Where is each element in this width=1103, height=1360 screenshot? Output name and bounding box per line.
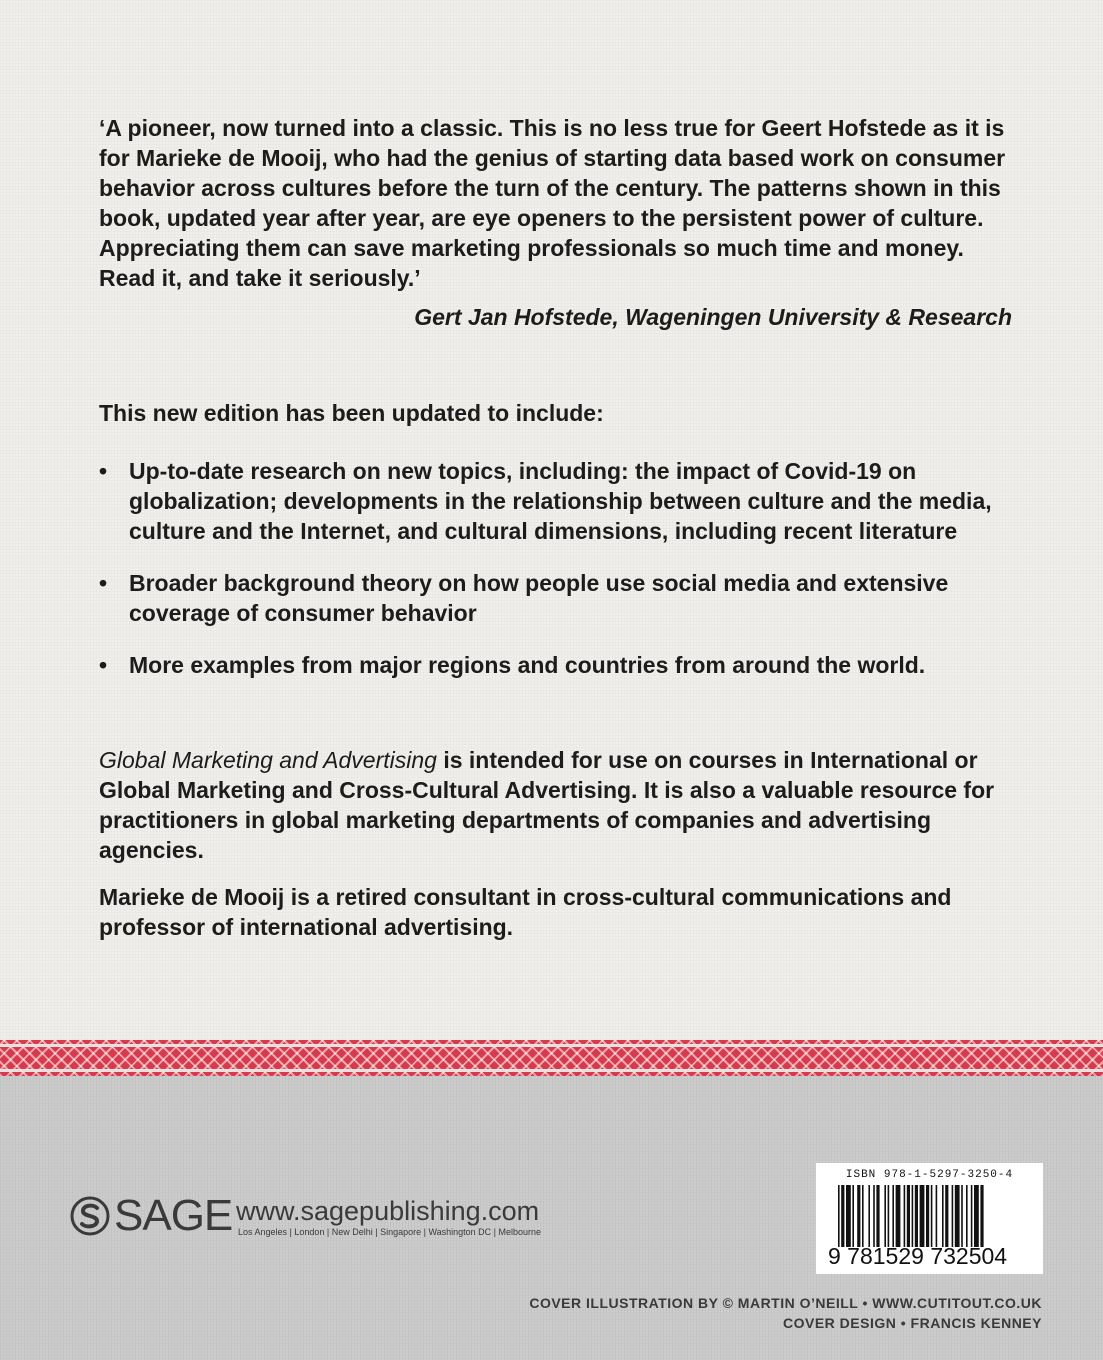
ean-digits: 9 781529 732504 — [828, 1243, 1008, 1269]
list-item-text: Up-to-date research on new topics, including: the impact of Covid-19 on globalization; developments in the relationship between culture and the media, culture and the Internet, and cultural dimensions, including recent literature — [129, 458, 992, 544]
list-item — [99, 568, 1019, 628]
list-item-text: Broader background theory on how people use social media and extensive coverage of consumer behavior — [129, 570, 949, 626]
barcode-bar — [888, 1185, 890, 1247]
updates-list — [99, 456, 1019, 702]
barcode-bar — [873, 1185, 875, 1247]
barcode-bar — [945, 1185, 948, 1247]
barcode-bar — [912, 1185, 914, 1247]
barcode-bar — [876, 1185, 879, 1247]
barcode-bar — [892, 1185, 894, 1247]
barcode-bar — [961, 1185, 963, 1247]
barcode-bars — [838, 1185, 1034, 1247]
publisher-cities: Los Angeles | London | New Delhi | Singapore | Washington DC | Melbourne — [238, 1227, 542, 1237]
barcode-bar — [896, 1185, 901, 1247]
barcode-bar — [838, 1185, 840, 1247]
barcode-bar — [974, 1185, 979, 1247]
barcode-bar — [884, 1185, 886, 1247]
barcode-bar — [971, 1185, 973, 1247]
barcode — [816, 1163, 1043, 1274]
book-description — [99, 745, 1019, 865]
barcode-bar — [966, 1185, 968, 1247]
publisher-logo — [70, 1191, 550, 1242]
barcode-bar — [952, 1185, 954, 1247]
barcode-bar — [955, 1185, 960, 1247]
publisher-url[interactable]: www.sagepublishing.com — [236, 1196, 540, 1226]
isbn-number: ISBN 978-1-5297-3250-4 — [845, 1169, 1014, 1181]
endorsement-quote: ‘A pioneer, now turned into a classic. This is no less true for Geert Hofstede as it is for Marieke de Mooij, who had the genius of starting data based work on consumer behavior across cultures before the turn of the century. The patterns shown in this book, updated year after year, are eye openers to the persistent power of culture. Appreciating them can save marketing professionals so much time and money. Read it, and take it seriously.’ — [99, 115, 1006, 291]
barcode-bar — [915, 1185, 918, 1247]
barcode-bar — [852, 1185, 854, 1247]
book-description-text: is intended for use on courses in International or Global Marketing and Cross-Cultural Advertising. It is also a valuable resource for practitioners in global marketing departments of companies and advertising agencies. — [99, 747, 995, 863]
endorsement-attribution: Gert Jan Hofstede, Wageningen University & Research — [414, 304, 1012, 330]
barcode-bar — [920, 1185, 925, 1247]
barcode-bar — [904, 1185, 906, 1247]
book-title: Global Marketing and Advertising — [99, 747, 437, 773]
ribbon-edge — [0, 1044, 1103, 1047]
bullet-icon: • — [99, 652, 108, 678]
list-item — [99, 650, 1019, 680]
barcode-bar — [931, 1185, 933, 1247]
barcode-bar — [868, 1185, 870, 1247]
publisher-name: SAGE — [114, 1191, 233, 1240]
barcode-bar — [907, 1185, 910, 1247]
author-bio: Marieke de Mooij is a retired consultant in cross-cultural communications and professor of international advertising. — [99, 884, 952, 940]
illustration-credit: COVER ILLUSTRATION BY © MARTIN O’NEILL • WWW.CUTITOUT.CO.UK — [529, 1295, 1042, 1311]
sage-s-icon — [70, 1196, 110, 1236]
bullet-icon: • — [99, 458, 108, 484]
barcode-bar — [980, 1185, 983, 1247]
bullet-icon: • — [99, 570, 108, 596]
barcode-bar — [857, 1185, 860, 1247]
list-item-text: More examples from major regions and countries from around the world. — [129, 652, 926, 678]
barcode-bar — [846, 1185, 851, 1247]
barcode-bar — [926, 1185, 929, 1247]
barcode-bar — [936, 1185, 938, 1247]
decorative-ribbon — [0, 1040, 1103, 1076]
barcode-bar — [841, 1185, 844, 1247]
barcode-bar — [942, 1185, 944, 1247]
list-item — [99, 456, 1019, 546]
updates-intro: This new edition has been updated to include: — [99, 400, 604, 426]
ribbon-edge — [0, 1069, 1103, 1072]
barcode-bar — [862, 1185, 864, 1247]
design-credit: COVER DESIGN • FRANCIS KENNEY — [783, 1315, 1042, 1331]
